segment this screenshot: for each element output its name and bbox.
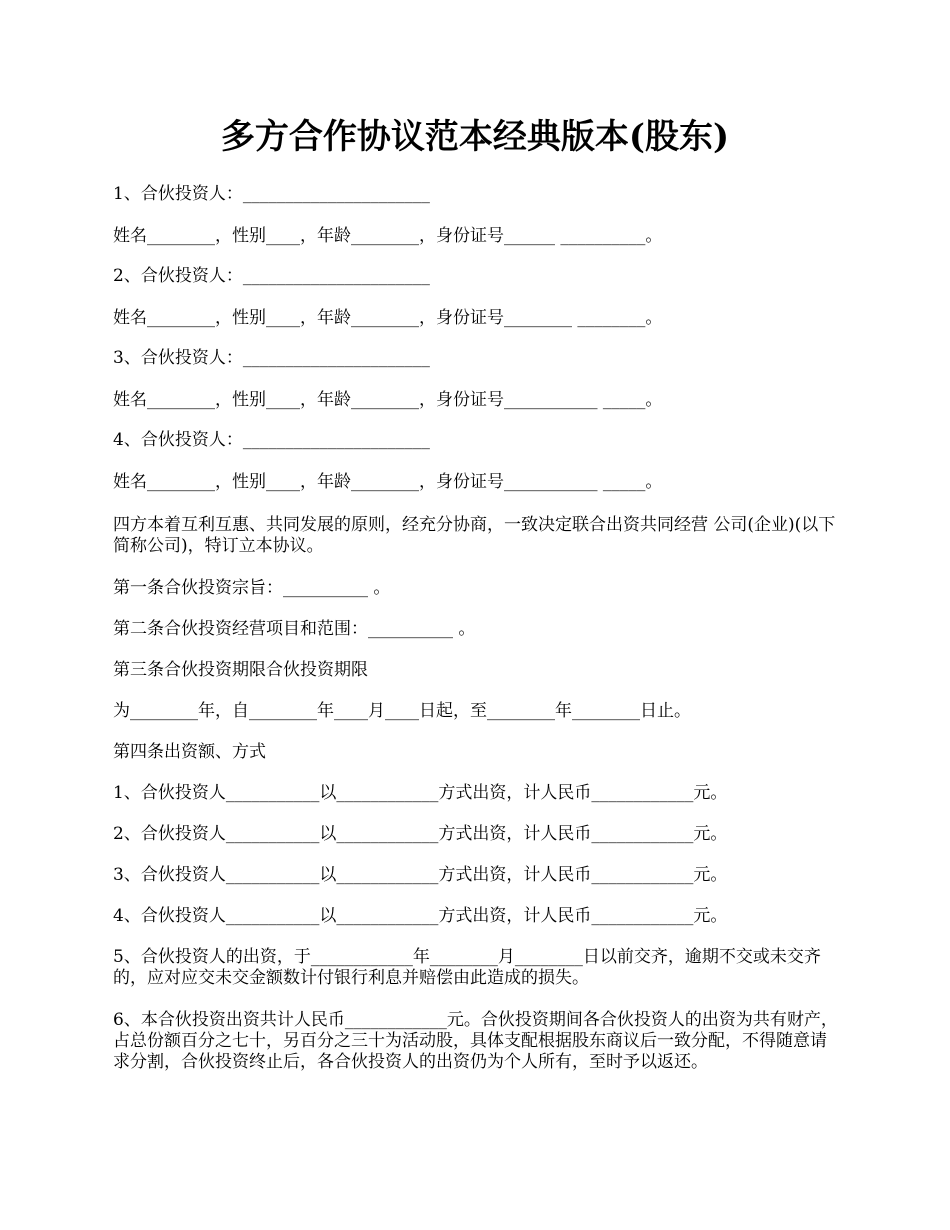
document-title: 多方合作协议范本经典版本(股东): [220, 117, 730, 157]
partner-3-details: 姓名________，性别____，年龄________，身份证号___________ _____。: [113, 390, 663, 410]
partner-4-heading: 4、合伙投资人：______________________: [113, 430, 430, 450]
article-3-term: 为________年，自________年____月____日起，至________年________日止。: [113, 701, 691, 721]
partner-2-details: 姓名________，性别____，年龄________，身份证号________ ________。: [113, 308, 663, 328]
partner-1-details: 姓名________，性别____，年龄________，身份证号______ __________。: [113, 226, 663, 246]
partner-4-details: 姓名________，性别____，年龄________，身份证号___________ _____。: [113, 472, 663, 492]
preamble-paragraph: 四方本着互利互惠、共同发展的原则，经充分协商，一致决定联合出资共同经营 公司(企业)(以下简称公司)，特订立本协议。: [113, 515, 836, 556]
contribution-item-5: 5、合伙投资人的出资，于____________年________月________日以前交齐，逾期不交或未交齐的，应对应交未交金额数计付银行利息并赔偿由此造成的损失。: [113, 947, 821, 988]
partner-1-heading: 1、合伙投资人：______________________: [113, 184, 430, 204]
partner-2-heading: 2、合伙投资人：______________________: [113, 266, 430, 286]
partner-3-heading: 3、合伙投资人：______________________: [113, 348, 430, 368]
article-3-heading: 第三条合伙投资期限合伙投资期限: [113, 660, 368, 680]
article-1: 第一条合伙投资宗旨：__________ 。: [113, 578, 391, 598]
contribution-item-4: 4、合伙投资人___________以____________方式出资，计人民币____________元。: [113, 906, 728, 926]
article-2: 第二条合伙投资经营项目和范围：__________ 。: [113, 619, 476, 639]
contribution-item-3: 3、合伙投资人___________以____________方式出资，计人民币____________元。: [113, 865, 728, 885]
contribution-item-6: 6、本合伙投资出资共计人民币____________元。合伙投资期间各合伙投资人的出资为共有财产，占总份额百分之七十，另百分之三十为活动股，具体支配根据股东商议后一致分配，不得随意请求分割，合伙投资终止后，各合伙投资人的出资仍为个人所有，至时予以返还。: [113, 1010, 838, 1072]
contribution-item-1: 1、合伙投资人___________以____________方式出资，计人民币____________元。: [113, 783, 728, 803]
contribution-item-2: 2、合伙投资人___________以____________方式出资，计人民币____________元。: [113, 824, 728, 844]
article-4-heading: 第四条出资额、方式: [113, 742, 266, 762]
